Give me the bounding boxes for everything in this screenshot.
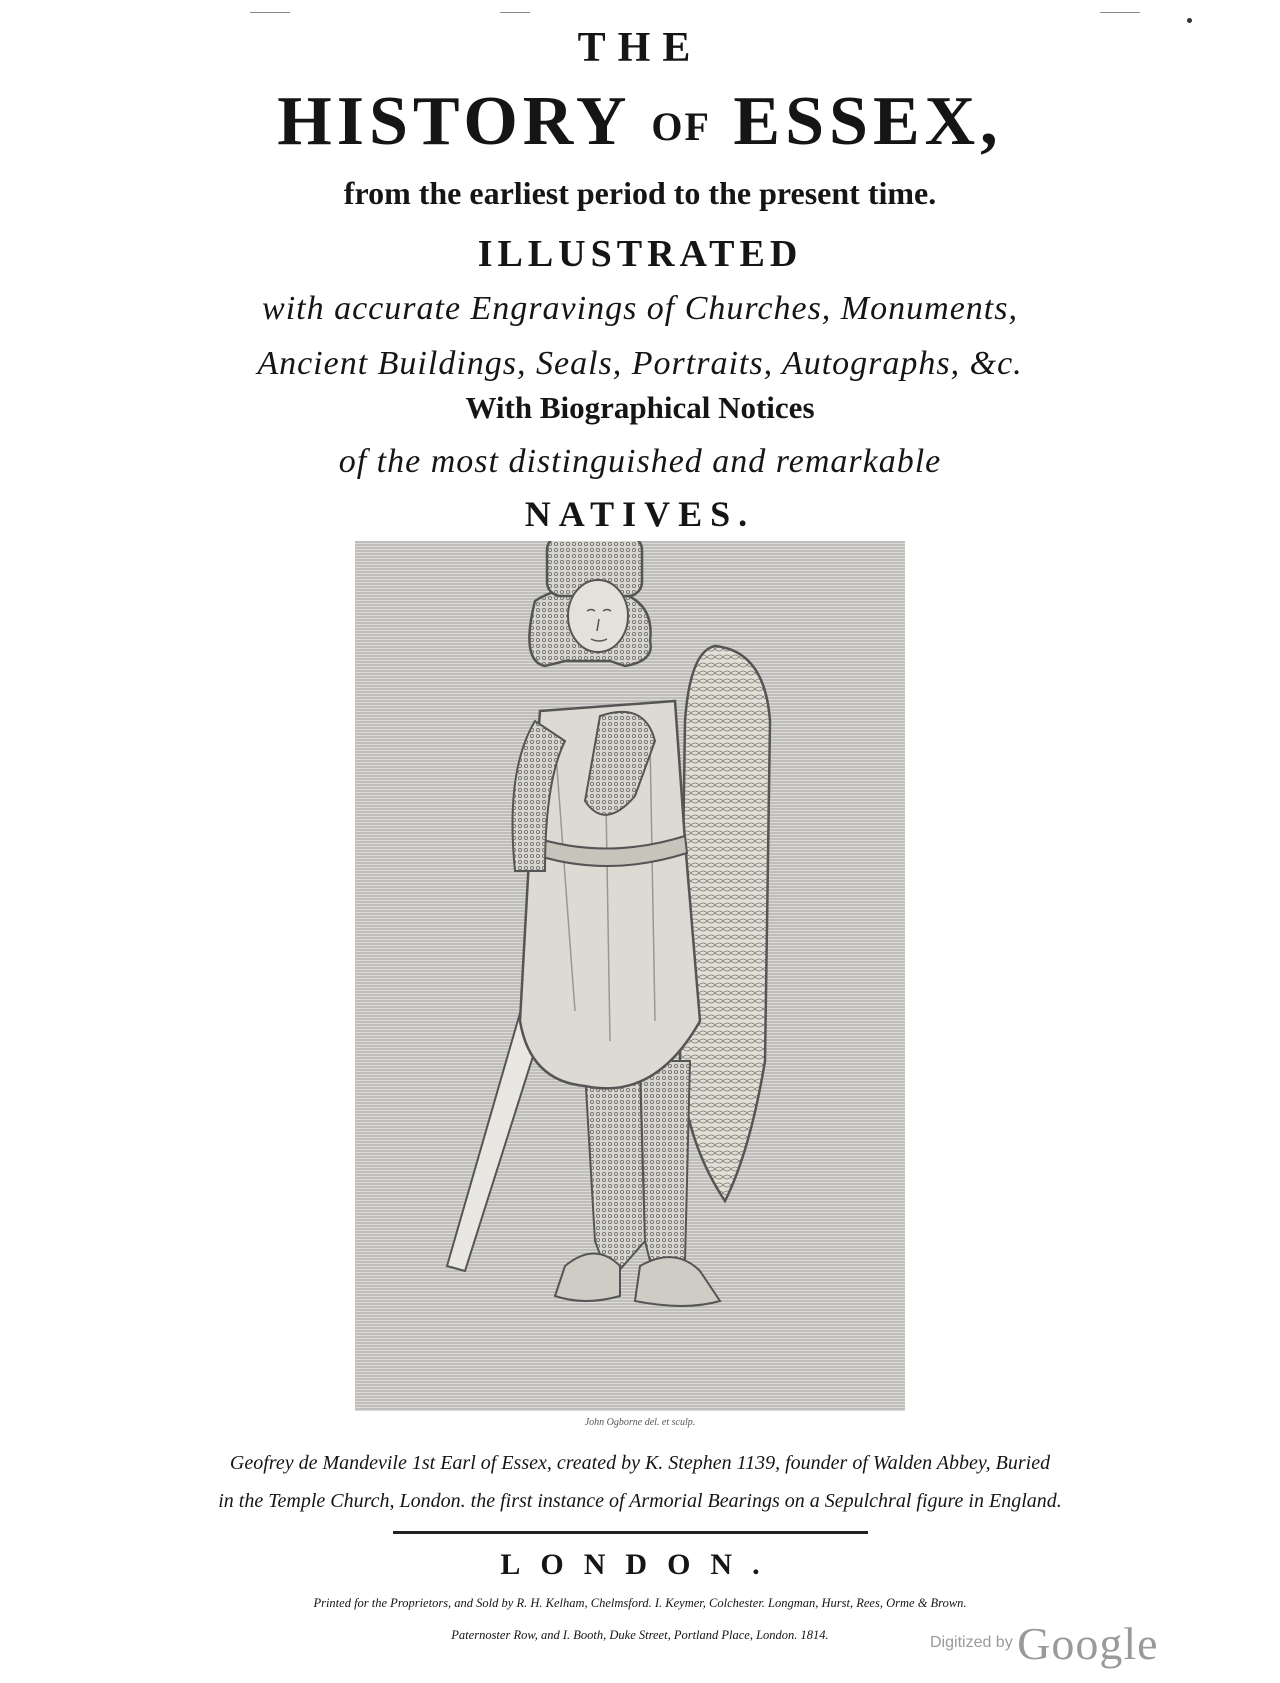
buildings-line: Ancient Buildings, Seals, Portraits, Autographs, &c. [257, 345, 1023, 382]
natives-heading: NATIVES. [524, 494, 756, 534]
illustrated-heading: ILLUSTRATED [477, 233, 803, 275]
digitized-by-label: Digitized by [930, 1634, 1013, 1651]
knight-effigy-illustration [355, 541, 905, 1411]
distinguished-line: of the most distinguished and remarkable [338, 443, 942, 480]
top-rule-right [1100, 12, 1140, 13]
subtitle: from the earliest period to the present time. [343, 175, 937, 211]
knight-effigy-engraving [355, 541, 905, 1411]
imprint-rule [393, 1531, 868, 1534]
plate-caption-line-2: in the Temple Church, London. the first instance of Armorial Bearings on a Sepulchral figure in England. [218, 1490, 1062, 1512]
google-watermark [930, 1617, 1159, 1677]
imprint-line-1: Printed for the Proprietors, and Sold by R. H. Kelham, Chelmsford. I. Keymer, Colchester. Longman, Hurst, Rees, Orme & Brown. [313, 1596, 967, 1610]
main-title [0, 82, 1280, 162]
google-logo: Google [1017, 1618, 1159, 1669]
imprint-line-2: Paternoster Row, and I. Booth, Duke Street, Portland Place, London. 1814. [451, 1628, 829, 1642]
title-the: THE [577, 25, 703, 71]
top-rule-center [500, 12, 530, 13]
plate-caption-line-1: Geofrey de Mandevile 1st Earl of Essex, created by K. Stephen 1139, founder of Walden Abbey, Buried [229, 1452, 1051, 1474]
engravings-line: with accurate Engravings of Churches, Monuments, [262, 290, 1018, 327]
title-history: HISTORY [277, 83, 629, 160]
title-essex: ESSEX, [733, 83, 1003, 160]
stray-dot [1187, 18, 1192, 23]
engraver-credit: John Ogborne del. et sculp. [584, 1417, 696, 1428]
imprint-city: LONDON. [500, 1548, 780, 1581]
biographical-line: With Biographical Notices [465, 390, 815, 425]
top-rule-left [250, 12, 290, 13]
title-of: OF [651, 104, 711, 149]
